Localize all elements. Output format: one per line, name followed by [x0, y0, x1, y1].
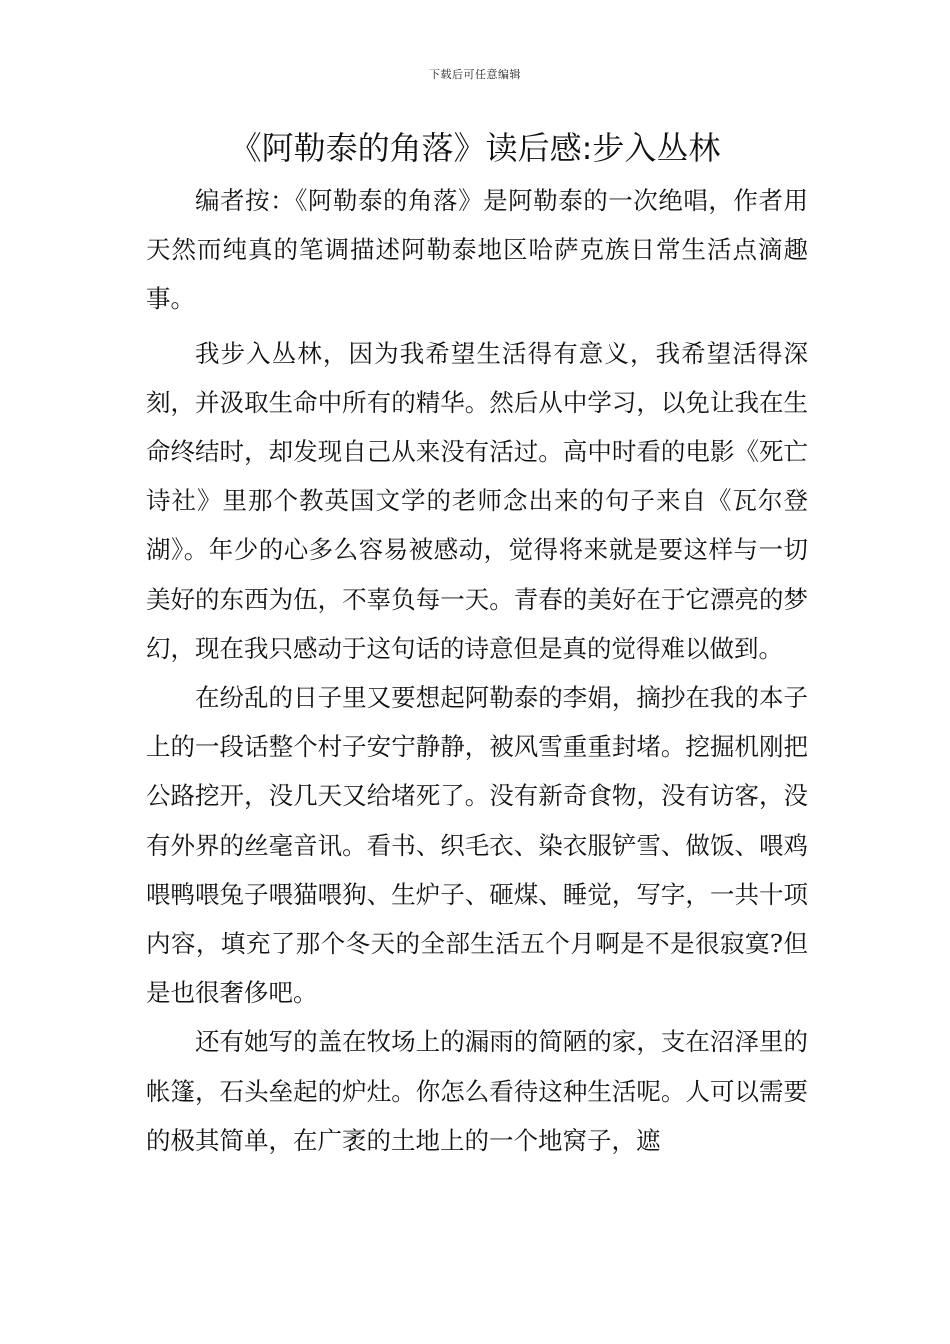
document-title: 《阿勒泰的角落》读后感:步入丛林 — [229, 129, 721, 167]
document-body — [146, 176, 808, 1165]
paragraph: 还有她写的盖在牧场上的漏雨的简陋的家，支在沼泽里的帐篷，石头垒起的炉灶。你怎么看待这种生活呢。人可以需要的极其简单，在广袤的土地上的一个地窝子，遮 — [146, 1027, 808, 1155]
header-note: 下载后可任意编辑 — [429, 68, 521, 81]
paragraph: 我步入丛林，因为我希望生活得有意义，我希望活得深刻，并汲取生命中所有的精华。然后从中学习，以免让我在生命终结时，却发现自己从来没有活过。高中时看的电影《死亡诗社》里那个教英国文学的老师念出来的句子来自《瓦尔登湖》。年少的心多么容易被感动，觉得将来就是要这样与一切美好的东西为伍，不辜负每一天。青春的美好在于它漂亮的梦幻，现在我只感动于这句话的诗意但是真的觉得难以做到。 — [146, 338, 808, 663]
paragraph-editor-note: 编者按：《阿勒泰的角落》是阿勒泰的一次绝唱，作者用天然而纯真的笔调描述阿勒泰地区哈萨克族日常生活点滴趣事。 — [146, 186, 808, 314]
paragraph: 在纷乱的日子里又要想起阿勒泰的李娟，摘抄在我的本子上的一段话整个村子安宁静静，被风雪重重封堵。挖掘机刚把公路挖开，没几天又给堵死了。没有新奇食物，没有访客，没有外界的丝毫音讯。看书、织毛衣、染衣服铲雪、做饭、喂鸡喂鸭喂兔子喂猫喂狗、生炉子、砸煤、睡觉，写字，一共十项内容，填充了那个冬天的全部生活五个月啊是不是很寂寞?但是也很奢侈吧。 — [146, 683, 808, 1008]
